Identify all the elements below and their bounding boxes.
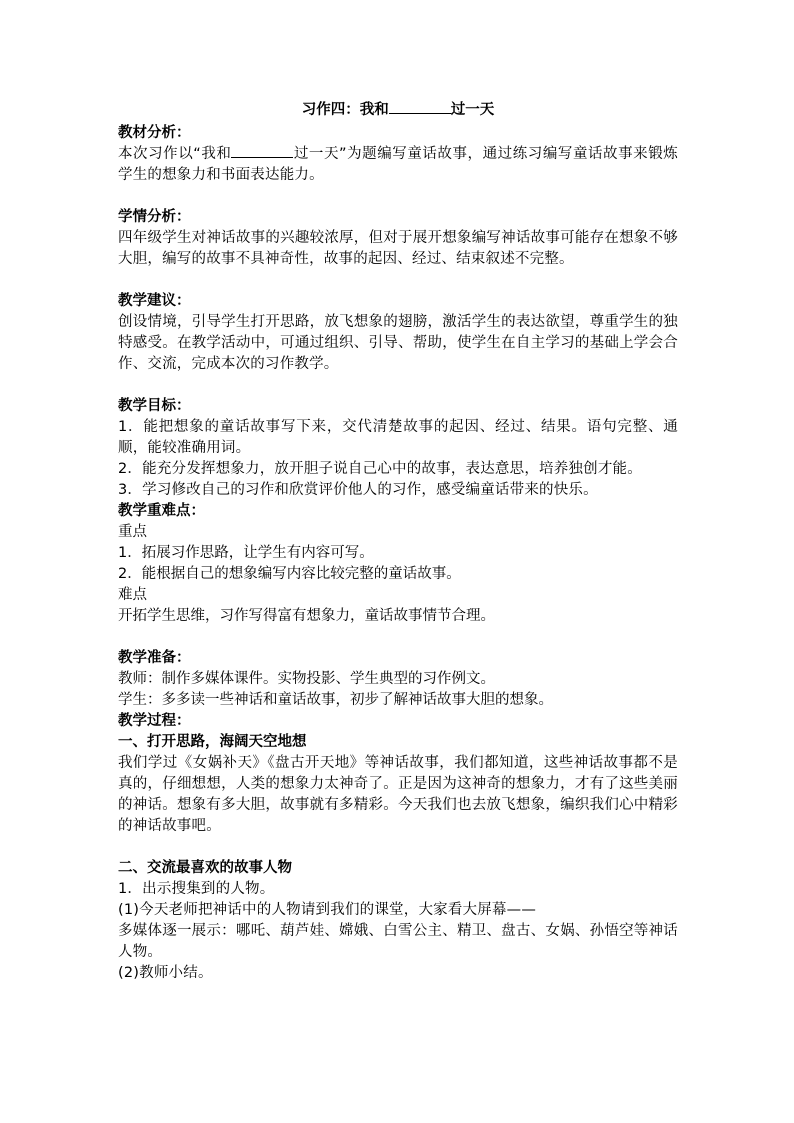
learner-heading: 学情分析： xyxy=(118,209,191,225)
spacer xyxy=(118,375,678,396)
document-title xyxy=(118,100,678,121)
suggestion-heading: 教学建议： xyxy=(118,293,191,309)
step2-heading: 二、交流最喜欢的故事人物 xyxy=(118,860,292,876)
learner-text: 四年级学生对神话故事的兴趣较浓厚，但对于展开想象编写神话故事可能存在想象不够大胆，编写的故事不具神奇性，故事的起因、经过、结束叙述不完整。 xyxy=(118,230,678,267)
document-page xyxy=(118,100,678,984)
analysis-text-part2: 过一天”为题编写童话故事，通过练习编写童话故事来锻炼学生的想象力和书面表达能力。 xyxy=(118,146,678,183)
title-blank xyxy=(389,100,451,114)
spacer xyxy=(118,837,678,858)
spacer xyxy=(118,186,678,207)
step2-line: 多媒体逐一展示：哪吒、葫芦娃、嫦娥、白雪公主、精卫、盘古、女娲、孙悟空等神话人物。 xyxy=(118,923,678,960)
process-heading: 教学过程： xyxy=(118,713,191,729)
key-item: 2．能根据自己的想象编写内容比较完整的童话故事。 xyxy=(118,566,461,582)
suggestion-text: 创设情境，引导学生打开思路，放飞想象的翅膀，激活学生的表达欲望，尊重学生的独特感受。在教学活动中，可通过组织、引导、帮助，使学生在自主学习的基础上学会合作、交流，完成本次的习作教学。 xyxy=(118,314,678,372)
goal-item: 2．能充分发挥想象力，放开胆子说自己心中的故事，表达意思，培养独创才能。 xyxy=(118,461,642,477)
analysis-text-part1: 本次习作以“我和 xyxy=(118,146,232,162)
title-suffix: 过一天 xyxy=(450,102,495,118)
keypoints-heading: 教学重难点： xyxy=(118,503,205,519)
hard-label: 难点 xyxy=(118,587,147,603)
prep-student: 学生：多多读一些神话和童话故事，初步了解神话故事大胆的想象。 xyxy=(118,692,553,708)
goal-item: 3．学习修改自己的习作和欣赏评价他人的习作，感受编童话带来的快乐。 xyxy=(118,482,598,498)
analysis-text xyxy=(118,144,678,186)
step2-line: 1．出示搜集到的人物。 xyxy=(118,881,275,897)
hard-text: 开拓学生思维，习作写得富有想象力，童话故事情节合理。 xyxy=(118,608,495,624)
step2-line: (1)今天老师把神话中的人物请到我们的课堂，大家看大屏幕—— xyxy=(118,902,537,918)
analysis-blank xyxy=(231,144,293,158)
prep-teacher: 教师：制作多媒体课件。实物投影、学生典型的习作例文。 xyxy=(118,671,495,687)
step1-heading: 一、打开思路，海阔天空地想 xyxy=(118,734,307,750)
analysis-heading: 教材分析： xyxy=(118,125,191,141)
title-prefix: 习作四：我和 xyxy=(301,102,389,118)
goals-heading: 教学目标： xyxy=(118,398,191,414)
spacer xyxy=(118,627,678,648)
step1-text: 我们学过《女娲补天》《盘古开天地》等神话故事，我们都知道，这些神话故事都不是真的，仔细想想，人类的想象力太神奇了。正是因为这神奇的想象力，才有了这些美丽的神话。想象有多大胆，故事就有多精彩。今天我们也去放飞想象，编织我们心中精彩的神话故事吧。 xyxy=(118,755,678,834)
prep-heading: 教学准备： xyxy=(118,650,191,666)
key-item: 1．拓展习作思路，让学生有内容可写。 xyxy=(118,545,374,561)
step2-line: (2)教师小结。 xyxy=(118,965,213,981)
key-label: 重点 xyxy=(118,524,147,540)
spacer xyxy=(118,270,678,291)
goal-item: 1．能把想象的童话故事写下来，交代清楚故事的起因、经过、结果。语句完整、通顺，能较准确用词。 xyxy=(118,419,678,456)
